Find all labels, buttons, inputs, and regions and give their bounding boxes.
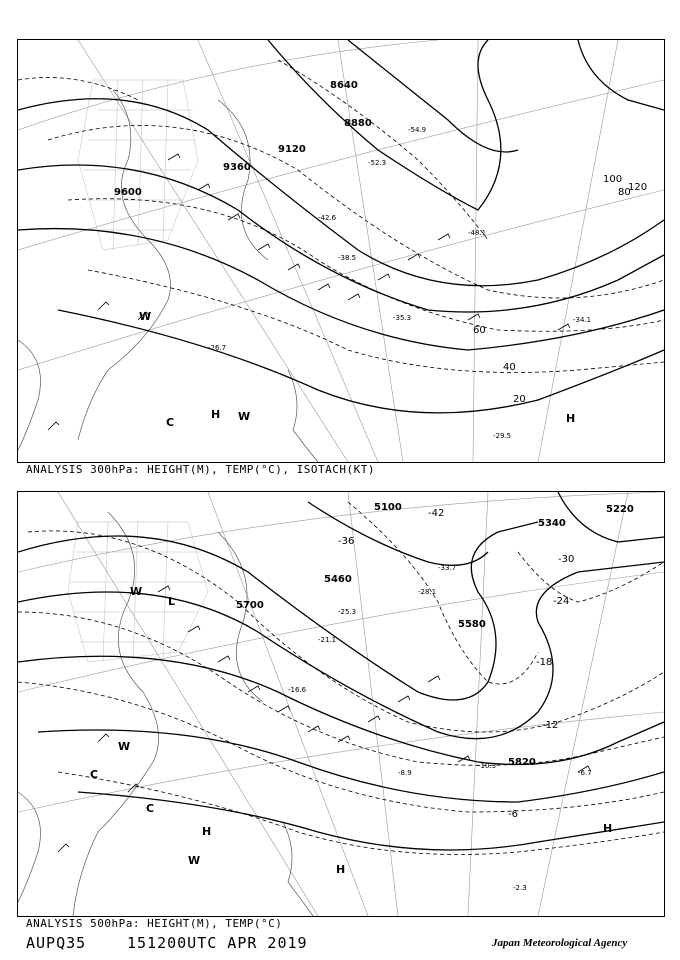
height-labels: [114, 80, 372, 198]
center-marker: W: [118, 740, 131, 753]
chart-500hpa-map: [18, 492, 664, 916]
chart-500hpa-caption: ANALYSIS 500hPa: HEIGHT(M), TEMP(°C): [26, 917, 283, 930]
height-label: 5820: [508, 757, 536, 768]
center-marker: H: [336, 863, 346, 876]
center-marker: C: [146, 802, 155, 815]
temp-contour-label: -36: [338, 536, 355, 547]
temp-label: -21.1: [318, 636, 337, 644]
height-label: 9360: [223, 162, 251, 173]
temp-contour-label: -30: [558, 554, 575, 565]
temp-label: -35.3: [393, 314, 412, 322]
temp-label: -16.6: [288, 686, 307, 694]
height-label: 5580: [458, 619, 486, 630]
isotach-labels: [473, 174, 647, 405]
temp-label: -34.1: [573, 316, 592, 324]
pressure-centers: [90, 585, 612, 876]
temp-label: -28.1: [418, 588, 437, 596]
height-label: 9600: [114, 187, 142, 198]
chart-300hpa: [17, 39, 665, 463]
height-label: 8640: [330, 80, 358, 91]
isotach-label: 60: [473, 325, 486, 336]
temp-label: -29.5: [493, 432, 512, 440]
center-marker: W: [238, 410, 251, 423]
center-marker: C: [166, 416, 175, 429]
height-labels: [236, 502, 634, 768]
center-marker: C: [90, 768, 99, 781]
agency-name: Japan Meteorological Agency: [492, 937, 628, 949]
chart-300hpa-caption: ANALYSIS 300hPa: HEIGHT(M), TEMP(°C), ISOTACH(KT): [26, 463, 376, 476]
temp-contour-label: -12: [542, 720, 559, 731]
isotach-label: 100: [603, 174, 623, 185]
temp-label: -26.7: [208, 344, 227, 352]
center-marker: W: [130, 585, 143, 598]
temp-label: -33.7: [438, 564, 457, 572]
temp-label: -54.9: [408, 126, 427, 134]
center-marker: L: [168, 595, 176, 608]
temp-label: -52.3: [368, 159, 387, 167]
height-label: 5100: [374, 502, 402, 513]
temp-contour-label: -6: [508, 809, 518, 820]
chart-300hpa-map: [18, 40, 664, 462]
temp-contour-label: -24: [553, 596, 570, 607]
coastlines: [18, 90, 318, 462]
isotach-label: 80: [618, 187, 631, 198]
center-marker: H: [603, 822, 613, 835]
center-marker: H: [566, 412, 576, 425]
height-label: 9120: [278, 144, 306, 155]
temp-label: -48.1: [468, 229, 487, 237]
isotach-label: 20: [513, 394, 526, 405]
temp-label: -42.6: [318, 214, 337, 222]
isotach-label: 120: [628, 182, 648, 193]
temp-label: -10.3: [478, 762, 497, 770]
center-marker: W: [139, 310, 152, 323]
temp-contour-labels: [338, 508, 574, 820]
chart-code: AUPQ35: [26, 934, 87, 952]
temp-label: -6.7: [578, 769, 592, 777]
temp-label: -2.3: [513, 884, 527, 892]
center-marker: H: [211, 408, 221, 421]
coastlines: [18, 512, 313, 916]
center-marker: W: [188, 854, 201, 867]
height-label: 5340: [538, 518, 566, 529]
chart-500hpa: [17, 491, 665, 917]
height-label: 5700: [236, 600, 264, 611]
analysis-time: 151200UTC APR 2019: [127, 934, 308, 952]
temp-label: -25.3: [338, 608, 357, 616]
temp-contour-label: -18: [536, 657, 553, 668]
isotach-label: 40: [503, 362, 516, 373]
isotach-contours: [18, 60, 664, 373]
height-label: 5460: [324, 574, 352, 585]
temp-label: -8.9: [398, 769, 412, 777]
height-label: 5220: [606, 504, 634, 515]
temp-contour-label: -42: [428, 508, 445, 519]
temperature-labels: [208, 126, 591, 440]
height-contours: [18, 40, 664, 413]
center-marker: H: [202, 825, 212, 838]
temp-label: -38.5: [338, 254, 357, 262]
height-label: 8880: [344, 118, 372, 129]
